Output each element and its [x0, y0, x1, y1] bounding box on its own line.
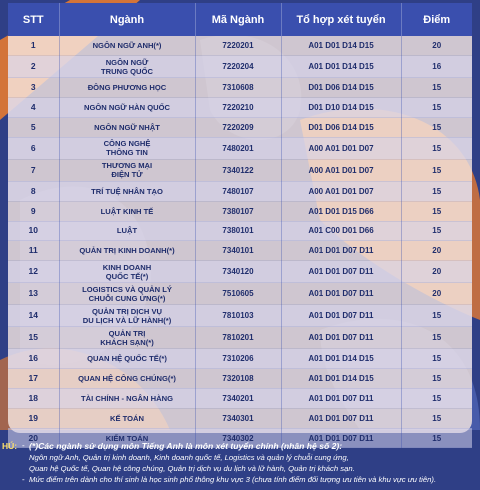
cell-score: 15 [401, 305, 472, 327]
cell-score: 15 [401, 369, 472, 389]
cell-stt: 9 [8, 201, 59, 221]
note-dash: - [22, 441, 25, 450]
note-line-3: Mức điểm trên dành cho thí sinh là học sinh phổ thông khu vực 3 (chưa tính điểm đối tượng ưu tiên và khu vực ưu tiên). [29, 475, 437, 484]
cell-major-code: 7310206 [195, 349, 281, 369]
cell-score: 20 [401, 241, 472, 261]
cell-major-name [59, 327, 195, 349]
cell-major-name [59, 159, 195, 181]
table-row [8, 36, 472, 56]
major-name-line: QUỐC TẾ(*) [105, 271, 149, 281]
admission-score-table [8, 3, 472, 448]
cell-stt: 17 [8, 369, 59, 389]
cell-major-name: KIỂM TOÁN [59, 428, 195, 448]
cell-major-code: 7340122 [195, 159, 281, 181]
note-heading: (*)Các ngành sử dụng môn Tiếng Anh là môn xét tuyển chính (nhân hệ số 2): [29, 441, 343, 451]
major-name-line: CHUỖI CUNG ỨNG(*) [88, 293, 166, 303]
cell-score: 15 [401, 388, 472, 408]
cell-stt: 14 [8, 305, 59, 327]
cell-subject-combo: A00 A01 D01 D07 [281, 181, 401, 201]
cell-stt: 10 [8, 221, 59, 241]
cell-subject-combo: A01 D01 D07 D11 [281, 283, 401, 305]
header-subject-combo: Tổ hợp xét tuyển [281, 3, 401, 36]
cell-major-code: 7220210 [195, 98, 281, 118]
cell-major-name: QUẢN TRỊ KINH DOANH(*) [59, 241, 195, 261]
cell-score: 16 [401, 56, 472, 78]
cell-major-code: 7220201 [195, 36, 281, 56]
table-header-row [8, 3, 472, 36]
note-prefix: HÚ: [2, 441, 18, 451]
cell-major-code: 7320108 [195, 369, 281, 389]
cell-stt: 6 [8, 137, 59, 159]
major-name-line: TRUNG QUỐC [101, 66, 153, 76]
cell-score: 15 [401, 137, 472, 159]
cell-major-name: LUẬT [59, 221, 195, 241]
cell-major-code: 7310608 [195, 78, 281, 98]
cell-score: 15 [401, 98, 472, 118]
cell-stt: 7 [8, 159, 59, 181]
cell-major-name: TRÍ TUỆ NHÂN TẠO [59, 181, 195, 201]
cell-subject-combo: A01 D01 D14 D15 [281, 56, 401, 78]
table-row [8, 283, 472, 305]
cell-major-name [59, 305, 195, 327]
table-row [8, 137, 472, 159]
major-name-line: KINH DOANH [102, 262, 152, 272]
cell-major-name [59, 137, 195, 159]
cell-major-name [59, 261, 195, 283]
table-row [8, 56, 472, 78]
note-dash: - [22, 475, 25, 484]
cell-major-code: 7340120 [195, 261, 281, 283]
cell-subject-combo: A01 D01 D07 D11 [281, 305, 401, 327]
cell-major-code: 7480107 [195, 181, 281, 201]
cell-score: 15 [401, 201, 472, 221]
cell-subject-combo: A00 A01 D01 D07 [281, 159, 401, 181]
major-name-line: THÔNG TIN [106, 148, 148, 158]
table-row [8, 349, 472, 369]
table-row [8, 305, 472, 327]
cell-subject-combo: A01 D01 D07 D11 [281, 261, 401, 283]
cell-stt: 13 [8, 283, 59, 305]
cell-major-code: 7380101 [195, 221, 281, 241]
cell-stt: 2 [8, 56, 59, 78]
cell-major-name: KẾ TOÁN [59, 408, 195, 428]
table-row [8, 241, 472, 261]
cell-score: 15 [401, 408, 472, 428]
note-line-1: Ngôn ngữ Anh, Quản trị kinh doanh, Kinh doanh quốc tế, Logistics và quản lý chuỗi cung ứng, [29, 453, 349, 462]
major-name-line: LOGISTICS VÀ QUẢN LÝ [82, 284, 172, 294]
footnote-block [0, 437, 480, 490]
cell-subject-combo: D01 D06 D14 D15 [281, 78, 401, 98]
cell-subject-combo: A01 D01 D07 D11 [281, 428, 401, 448]
cell-stt: 4 [8, 98, 59, 118]
header-stt: STT [8, 3, 59, 36]
cell-major-code: 7510605 [195, 283, 281, 305]
cell-score: 15 [401, 181, 472, 201]
cell-subject-combo: D01 D10 D14 D15 [281, 98, 401, 118]
cell-major-name [59, 283, 195, 305]
table-row [8, 118, 472, 138]
table-row [8, 98, 472, 118]
cell-subject-combo: A01 D01 D14 D15 [281, 369, 401, 389]
cell-subject-combo: A01 C00 D01 D66 [281, 221, 401, 241]
cell-major-code: 7340201 [195, 388, 281, 408]
cell-stt: 5 [8, 118, 59, 138]
note-line-2: Quan hệ Quốc tế, Quan hệ công chúng, Quản trị dịch vụ du lịch và lữ hành, Quản trị khách sạn. [29, 464, 355, 473]
cell-major-name: LUẬT KINH TẾ [59, 201, 195, 221]
cell-stt: 12 [8, 261, 59, 283]
cell-score: 20 [401, 283, 472, 305]
cell-subject-combo: A01 D01 D07 D11 [281, 408, 401, 428]
table-row [8, 327, 472, 349]
cell-major-code: 7810201 [195, 327, 281, 349]
cell-score: 15 [401, 78, 472, 98]
major-name-line: QUẢN TRỊ [108, 328, 146, 338]
cell-major-code: 7220209 [195, 118, 281, 138]
cell-stt: 16 [8, 349, 59, 369]
major-name-line: DU LỊCH VÀ LỮ HÀNH(*) [82, 315, 172, 325]
cell-major-name: NGÔN NGỮ HÀN QUỐC [59, 98, 195, 118]
cell-subject-combo: A01 D01 D07 D11 [281, 241, 401, 261]
cell-stt: 15 [8, 327, 59, 349]
cell-subject-combo: A01 D01 D15 D66 [281, 201, 401, 221]
cell-major-code: 7340302 [195, 428, 281, 448]
table-row [8, 221, 472, 241]
cell-subject-combo: A01 D01 D14 D15 [281, 36, 401, 56]
table-row [8, 181, 472, 201]
table-row [8, 408, 472, 428]
cell-stt: 18 [8, 388, 59, 408]
cell-stt: 1 [8, 36, 59, 56]
table-row [8, 388, 472, 408]
cell-score: 15 [401, 428, 472, 448]
cell-major-name: NGÔN NGỮ ANH(*) [59, 36, 195, 56]
cell-subject-combo: A01 D01 D14 D15 [281, 349, 401, 369]
cell-major-code: 7220204 [195, 56, 281, 78]
cell-score: 15 [401, 118, 472, 138]
table-row [8, 261, 472, 283]
cell-score: 15 [401, 327, 472, 349]
cell-major-name: QUAN HỆ CÔNG CHÚNG(*) [59, 369, 195, 389]
major-name-line: ĐIỆN TỬ [111, 170, 143, 180]
cell-major-name: NGÔN NGỮ NHẬT [59, 118, 195, 138]
cell-subject-combo: A01 D01 D07 D11 [281, 388, 401, 408]
header-major-code: Mã Ngành [195, 3, 281, 36]
table-row [8, 159, 472, 181]
cell-stt: 8 [8, 181, 59, 201]
cell-major-code: 7480201 [195, 137, 281, 159]
cell-major-code: 7380107 [195, 201, 281, 221]
admission-table-card [8, 3, 472, 443]
major-name-line: CÔNG NGHỆ [103, 139, 151, 149]
major-name-line: NGÔN NGỮ [105, 57, 149, 67]
cell-subject-combo: A01 D01 D07 D11 [281, 327, 401, 349]
cell-major-name [59, 56, 195, 78]
cell-major-code: 7340101 [195, 241, 281, 261]
cell-major-name: QUAN HỆ QUỐC TẾ(*) [59, 349, 195, 369]
cell-subject-combo: D01 D06 D14 D15 [281, 118, 401, 138]
cell-major-code: 7810103 [195, 305, 281, 327]
major-name-line: KHÁCH SẠN(*) [100, 337, 154, 347]
header-score: Điểm [423, 13, 451, 26]
cell-score: 15 [401, 221, 472, 241]
cell-score: 20 [401, 36, 472, 56]
cell-major-code: 7340301 [195, 408, 281, 428]
major-name-line: THƯƠNG MẠI [101, 161, 153, 171]
table-row [8, 78, 472, 98]
header-major: Ngành [59, 3, 195, 36]
table-body [8, 36, 472, 448]
cell-stt: 3 [8, 78, 59, 98]
cell-major-name: TÀI CHÍNH - NGÂN HÀNG [59, 388, 195, 408]
cell-stt: 11 [8, 241, 59, 261]
cell-subject-combo: A00 A01 D01 D07 [281, 137, 401, 159]
table-row [8, 369, 472, 389]
major-name-line: QUẢN TRỊ DỊCH VỤ [91, 306, 163, 316]
cell-stt: 20 [8, 428, 59, 448]
cell-score: 15 [401, 159, 472, 181]
cell-major-name: ĐÔNG PHƯƠNG HỌC [59, 78, 195, 98]
cell-stt: 19 [8, 408, 59, 428]
table-row [8, 201, 472, 221]
cell-score: 20 [401, 261, 472, 283]
cell-score: 15 [401, 349, 472, 369]
